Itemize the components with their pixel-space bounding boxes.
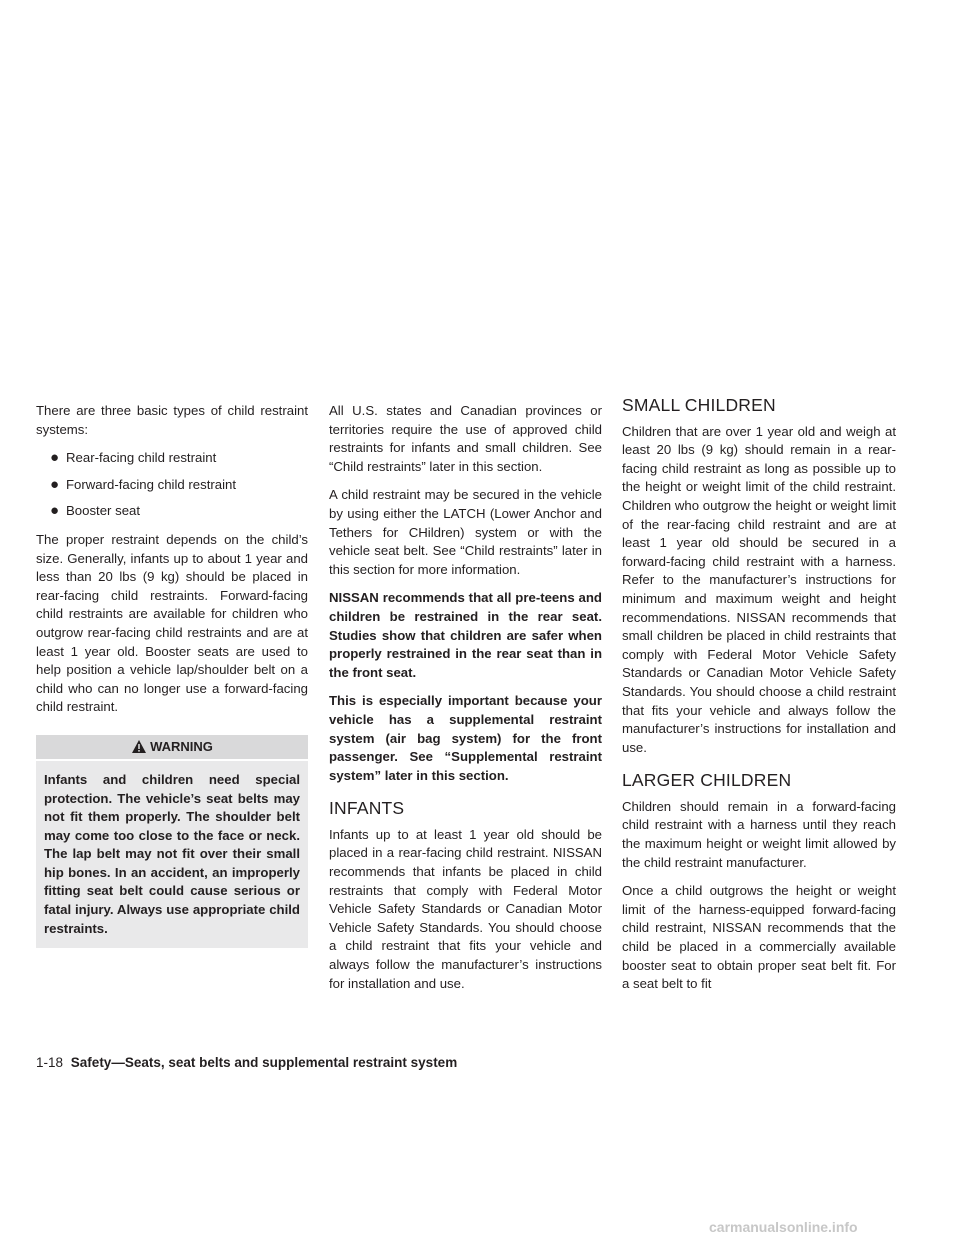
warning-title: WARNING — [150, 738, 213, 754]
restraint-types-list — [36, 449, 308, 521]
column-1 — [36, 402, 308, 948]
small-children-paragraph: Children that are over 1 year old and weigh at least 20 lbs (9 kg) should remain in a rear-facing child restraint as long as possible up to the height or weight limit of the child restraint. Children who outgrow the height or weight limit of the rear-facing child restraint and are at least 1 year old should be secured in a forward-facing child restraint with a harness. Refer to the manufacturer’s instructions for minimum and maximum weight and height recommendations. NISSAN recommends that small children be placed in child restraints that comply with Federal Motor Vehicle Safety Standards or Canadian Motor Vehicle Safety Standards. You should choose a child restraint that fits your vehicle and always follow the manufacturer’s instructions for installation and use. — [622, 423, 896, 755]
page-footer — [36, 1055, 457, 1070]
bullet-icon: ● — [50, 475, 60, 493]
bullet-icon: ● — [50, 502, 60, 520]
list-item: ● Forward-facing child restraint — [50, 475, 237, 493]
restraint-size-paragraph: The proper restraint depends on the child’s size. Generally, infants up to about 1 year and less than 20 lbs (9 kg) should be placed in rear-facing child restraints. Forward-facing child restraints are available for children who outgrow rear-facing child restraints and are at least 1 year old. Booster seats are used to help position a vehicle lap/shoulder belt on a child who can no longer use a forward-facing child restraint. — [36, 531, 308, 715]
us-states-paragraph: All U.S. states and Canadian provinces or territories require the use of approved child restraints for infants and small children. See “Child restraints” later in this section. — [329, 403, 602, 474]
larger-children-heading: LARGER CHILDREN — [622, 770, 792, 791]
infants-heading: INFANTS — [329, 798, 405, 819]
warning-body: Infants and children need special protection. The vehicle’s seat belts may not fit them properly. The shoulder belt may come too close to the face or neck. The lap belt may not fit over their small hip bones. In an accident, an improperly fitting seat belt could cause serious or fatal injury. Always use appropriate child restraints. — [36, 761, 308, 948]
warning-header — [36, 735, 308, 759]
page-number: 1-18 — [36, 1055, 64, 1070]
air-bag-notice: This is especially important because your vehicle has a supplemental restraint system (air bag system) for the front passenger. See “Supplemental restraint system” later in this section. — [329, 693, 602, 783]
infants-paragraph: Infants up to at least 1 year old should be placed in a rear-facing child restraint. NISSAN recommends that infants be placed in child restraints that comply with Federal Motor Vehicle Safety Standards or Canadian Motor Vehicle Safety Standards. You should choose a child restraint that fits your vehicle and always follow the manufacturer’s instructions for installation and use. — [329, 826, 602, 991]
list-item: ● Booster seat — [50, 502, 141, 520]
column-3 — [622, 395, 896, 1004]
booster-seat-paragraph: Once a child outgrows the height or weight limit of the harness-equipped forward-facing child restraint, NISSAN recommends that the child be placed in a commercially available booster seat to obtain proper seat belt fit. For a seat belt to fit — [622, 883, 896, 992]
warning-icon — [131, 739, 147, 754]
larger-children-paragraph: Children should remain in a forward-facing child restraint with a harness until they reach the maximum height or weight limit allowed by the child restraint manufacturer. — [622, 798, 896, 870]
column-2 — [329, 402, 602, 1003]
small-children-heading: SMALL CHILDREN — [622, 395, 776, 415]
section-title: Safety—Seats, seat belts and supplemental restraint system — [70, 1055, 458, 1070]
latch-paragraph: A child restraint may be secured in the vehicle by using either the LATCH (Lower Anchor and Tethers for CHildren) system or with the vehicle seat belt. See “Child restraints” later in this section for more information. — [329, 487, 602, 577]
rear-seat-recommendation: NISSAN recommends that all pre-teens and children be restrained in the rear seat. Studies show that children are safer when properly restrained in the rear seat than in the front seat. — [329, 590, 602, 680]
intro-paragraph: There are three basic types of child restraint systems: — [36, 403, 308, 437]
bullet-icon: ● — [50, 449, 60, 467]
watermark: carmanualsonline.info — [709, 1219, 858, 1235]
list-item: ● Rear-facing child restraint — [50, 449, 217, 467]
